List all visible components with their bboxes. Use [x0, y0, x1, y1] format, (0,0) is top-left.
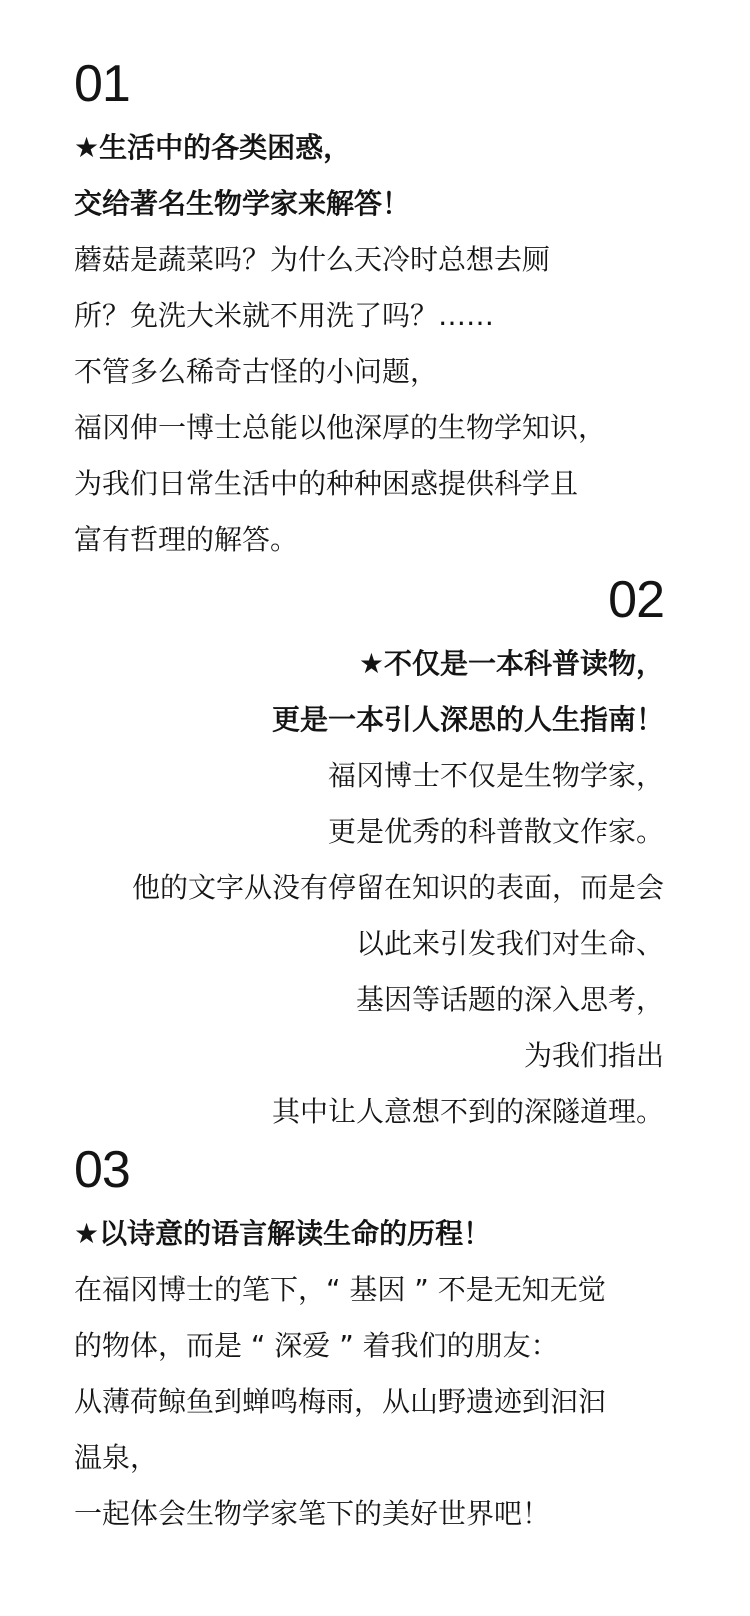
body-text-line: 他的文字从没有停留在知识的表面，而是会 — [131, 871, 664, 904]
body-text-line: 的物体，而是 “ 深爱 ” 着我们的朋友： — [74, 1329, 559, 1362]
body-text-line: 为我们日常生活中的种种困惑提供科学且 — [74, 467, 579, 500]
body-text-line: 其中让人意想不到的深隧道理。 — [271, 1095, 664, 1128]
body-text-line: 富有哲理的解答。 — [74, 523, 299, 556]
body-text-line: 所？免洗大米就不用洗了吗？…… — [74, 299, 495, 332]
section-headline: 交给著名生物学家来解答！ — [74, 187, 411, 220]
section-number: 01 — [74, 55, 130, 113]
body-text-line: 以此来引发我们对生命、 — [355, 927, 664, 960]
body-text-line: 福冈伸一博士总能以他深厚的生物学知识， — [74, 411, 607, 444]
section-number: 02 — [608, 571, 664, 629]
body-text-line: 蘑菇是蔬菜吗？为什么天冷时总想去厕 — [74, 243, 551, 276]
section-number: 03 — [74, 1141, 130, 1199]
body-text-line: 福冈博士不仅是生物学家， — [327, 759, 664, 792]
section-headline: ★不仅是一本科普读物， — [358, 647, 664, 680]
body-text-line: 为我们指出 — [523, 1039, 664, 1072]
section-headline: ★生活中的各类困惑， — [74, 131, 352, 164]
body-text-line: 一起体会生物学家笔下的美好世界吧！ — [74, 1497, 551, 1530]
section-03 — [74, 1140, 664, 1542]
body-text-line: 不管多么稀奇古怪的小问题， — [74, 355, 439, 388]
body-text-line: 基因等话题的深入思考， — [355, 983, 664, 1016]
section-headline: 更是一本引人深思的人生指南！ — [271, 703, 664, 736]
body-text-line: 更是优秀的科普散文作家。 — [327, 815, 664, 848]
body-text-line: 在福冈博士的笔下，“ 基因 ” 不是无知无觉 — [74, 1273, 606, 1306]
body-text-line: 温泉， — [74, 1441, 159, 1474]
section-01 — [74, 0, 664, 568]
section-02 — [74, 570, 664, 1140]
body-text-line: 从薄荷鲸鱼到蝉鸣梅雨，从山野遗迹到汩汩 — [74, 1385, 607, 1418]
section-headline: ★以诗意的语言解读生命的历程！ — [74, 1217, 492, 1250]
